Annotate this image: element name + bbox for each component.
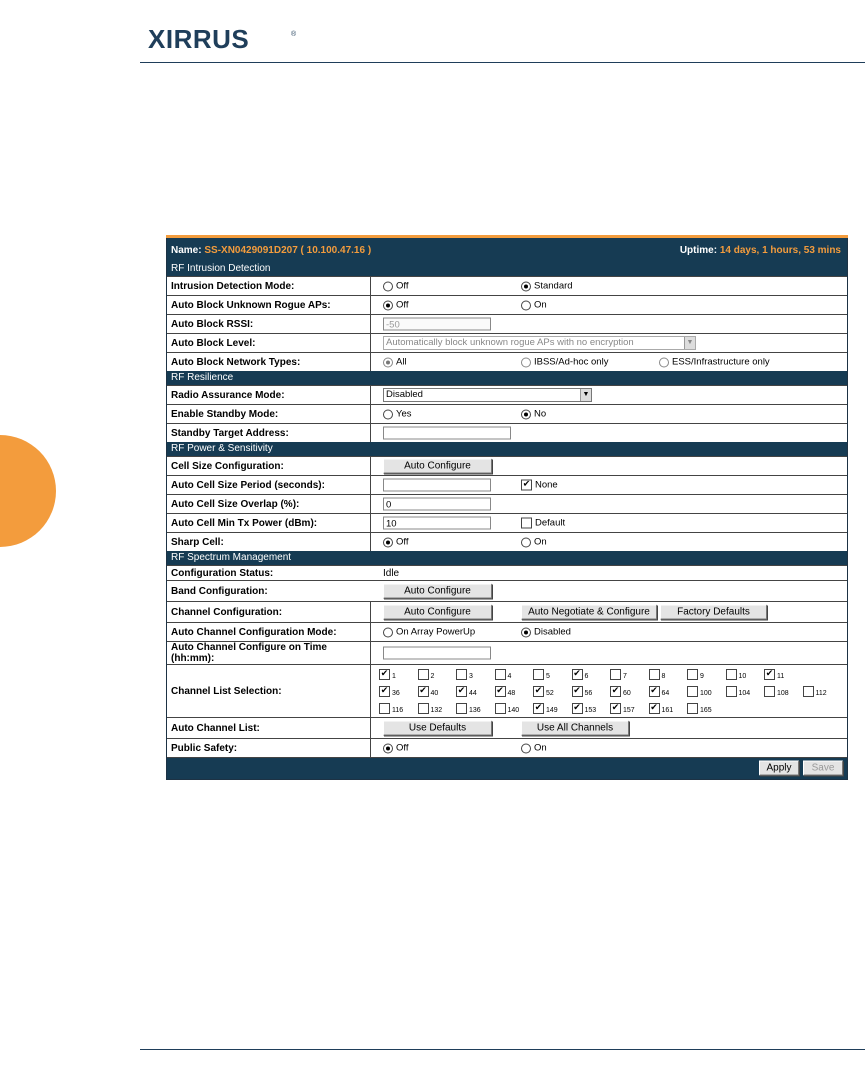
channel-116-checkbox[interactable] xyxy=(379,703,403,714)
channel-9-checkbox[interactable] xyxy=(687,669,704,680)
auto-block-level-label: Auto Block Level: xyxy=(167,334,371,352)
radio-assurance-select[interactable]: Disabled ▼ xyxy=(383,388,592,402)
row-sharp-cell xyxy=(167,532,847,551)
array-name-value: SS-XN0429091D207 xyxy=(204,244,298,256)
sharp-cell-label: Sharp Cell: xyxy=(167,533,371,551)
channel-number: 140 xyxy=(507,707,520,714)
channel-11-checkbox[interactable] xyxy=(764,669,784,680)
channel-number: 11 xyxy=(777,673,785,680)
intrusion-off-radio[interactable]: Off xyxy=(383,281,409,292)
checkbox-icon[interactable] xyxy=(495,686,506,697)
channel-6-checkbox[interactable] xyxy=(572,669,589,680)
row-auto-block xyxy=(167,295,847,314)
row-cell-size xyxy=(167,456,847,475)
checkbox-icon[interactable] xyxy=(572,703,583,714)
network-types-label: Auto Block Network Types: xyxy=(167,353,371,371)
footer-rule xyxy=(140,1049,865,1050)
apply-button[interactable]: Apply xyxy=(759,761,799,776)
row-band-config xyxy=(167,580,847,601)
row-cell-period xyxy=(167,475,847,494)
cell-period-input[interactable] xyxy=(383,479,491,492)
auto-channel-time-input[interactable] xyxy=(383,647,491,660)
channel-number: 4 xyxy=(507,673,512,680)
chevron-down-icon: ▼ xyxy=(580,389,591,401)
checkbox-icon[interactable] xyxy=(379,686,390,697)
min-tx-input[interactable]: 10 xyxy=(383,517,491,530)
channel-number: 36 xyxy=(392,690,400,697)
standby-no-radio[interactable]: No xyxy=(521,409,546,420)
logo-text: XIRRUS xyxy=(148,26,250,52)
channel-149-checkbox[interactable] xyxy=(533,703,558,714)
channel-number: 153 xyxy=(584,707,597,714)
standby-mode-label: Enable Standby Mode: xyxy=(167,405,371,423)
channel-number: 40 xyxy=(430,690,439,697)
accent-strip xyxy=(166,235,848,238)
checkbox-icon[interactable] xyxy=(726,669,737,680)
channel-number: 104 xyxy=(738,690,751,697)
public-safety-off-radio[interactable]: Off xyxy=(383,743,409,754)
row-network-types xyxy=(167,352,847,371)
channel-number: 48 xyxy=(507,690,516,697)
standby-target-label: Standby Target Address: xyxy=(167,424,371,442)
uptime: Uptime: 14 days, 1 hours, 53 mins xyxy=(679,244,841,256)
channel-3-checkbox[interactable] xyxy=(456,669,473,680)
channel-104-checkbox[interactable] xyxy=(726,686,751,697)
channel-60-checkbox[interactable] xyxy=(610,686,631,697)
checkbox-icon[interactable] xyxy=(379,703,390,714)
radio-icon[interactable] xyxy=(521,281,531,291)
channel-52-checkbox[interactable] xyxy=(533,686,554,697)
auto-block-off-radio[interactable]: Off xyxy=(383,300,409,311)
auto-negotiate-configure-button[interactable]: Auto Negotiate & Configure xyxy=(521,605,657,620)
section-power-sensitivity: RF Power & Sensitivity xyxy=(167,442,847,456)
cell-overlap-label: Auto Cell Size Overlap (%): xyxy=(167,495,371,513)
channel-44-checkbox[interactable] xyxy=(456,686,477,697)
channel-2-checkbox[interactable] xyxy=(418,669,435,680)
row-auto-block-rssi xyxy=(167,314,847,333)
checkbox-icon[interactable] xyxy=(456,686,467,697)
rf-settings-panel xyxy=(166,237,848,780)
config-status-label: Configuration Status: xyxy=(171,567,274,579)
channel-132-checkbox[interactable] xyxy=(418,703,443,714)
auto-channel-mode-label: Auto Channel Configuration Mode: xyxy=(167,623,371,641)
channel-56-checkbox[interactable] xyxy=(572,686,593,697)
network-ibss-radio[interactable]: IBSS/Ad-hoc only xyxy=(521,357,608,368)
channel-mode-powerup-radio[interactable]: On Array PowerUp xyxy=(383,627,475,638)
channel-config-label: Channel Configuration: xyxy=(167,602,371,622)
channel-5-checkbox[interactable] xyxy=(533,669,550,680)
channel-number: 60 xyxy=(623,690,631,697)
row-radio-assurance xyxy=(167,385,847,404)
public-safety-label: Public Safety: xyxy=(167,739,371,757)
channel-number: 6 xyxy=(584,673,589,680)
channel-number: 3 xyxy=(469,673,473,680)
checkbox-icon[interactable] xyxy=(456,703,467,714)
channel-157-checkbox[interactable] xyxy=(610,703,635,714)
channel-136-checkbox[interactable] xyxy=(456,703,481,714)
channel-number: 116 xyxy=(392,707,404,714)
checkbox-icon[interactable] xyxy=(649,669,660,680)
standby-target-input[interactable] xyxy=(383,427,511,440)
channel-number: 5 xyxy=(546,673,550,680)
cell-period-none-checkbox[interactable]: ✔ None xyxy=(521,480,558,491)
checkbox-icon[interactable] xyxy=(533,669,544,680)
auto-block-on-radio[interactable]: On xyxy=(521,300,547,311)
auto-channel-list-label: Auto Channel List: xyxy=(167,718,371,738)
checkbox-icon[interactable] xyxy=(726,686,737,697)
channel-number: 112 xyxy=(815,690,827,697)
channel-number: 161 xyxy=(661,707,674,714)
row-min-tx xyxy=(167,513,847,532)
uptime-value: 14 days, 1 hours, 53 mins xyxy=(719,244,841,256)
array-name: Name: SS-XN0429091D207 ( 10.100.47.16 ) xyxy=(171,244,372,256)
channel-48-checkbox[interactable] xyxy=(495,686,516,697)
row-public-safety xyxy=(167,738,847,757)
channel-number: 10 xyxy=(738,673,747,680)
checkbox-icon[interactable] xyxy=(418,669,429,680)
channel-checkbox-grid xyxy=(371,665,847,717)
channel-number: 165 xyxy=(700,707,712,714)
channel-auto-configure-button[interactable]: Auto Configure xyxy=(383,605,492,620)
channel-153-checkbox[interactable] xyxy=(572,703,597,714)
checkbox-icon[interactable] xyxy=(495,669,506,680)
channel-140-checkbox[interactable] xyxy=(495,703,520,714)
config-status-value: Idle xyxy=(383,567,400,579)
checkbox-icon[interactable] xyxy=(418,686,429,697)
checkbox-icon[interactable] xyxy=(456,669,467,680)
channel-1-checkbox[interactable] xyxy=(379,669,396,680)
channel-list-label: Channel List Selection: xyxy=(167,665,371,717)
channel-number: 8 xyxy=(661,673,666,680)
auto-block-rssi-label: Auto Block RSSI: xyxy=(167,315,371,333)
channel-number: 64 xyxy=(661,690,670,697)
channel-161-checkbox[interactable] xyxy=(649,703,674,714)
checkbox-icon[interactable] xyxy=(610,686,621,697)
channel-40-checkbox[interactable] xyxy=(418,686,439,697)
section-spectrum-management: RF Spectrum Management xyxy=(167,551,847,565)
channel-36-checkbox[interactable] xyxy=(379,686,400,697)
row-intrusion-mode xyxy=(167,276,847,295)
chapter-tab xyxy=(0,435,56,547)
row-standby-target xyxy=(167,423,847,442)
band-config-label: Band Configuration: xyxy=(171,585,268,597)
use-defaults-button[interactable]: Use Defaults xyxy=(383,721,492,736)
chevron-down-icon: ▼ xyxy=(684,337,695,349)
channel-number: 132 xyxy=(430,707,443,714)
channel-number: 136 xyxy=(469,707,481,714)
channel-number: 52 xyxy=(546,690,554,697)
channel-108-checkbox[interactable] xyxy=(764,686,789,697)
panel-footer xyxy=(167,757,847,779)
auto-block-label: Auto Block Unknown Rogue APs: xyxy=(167,296,371,314)
channel-number: 100 xyxy=(700,690,712,697)
channel-8-checkbox[interactable] xyxy=(649,669,666,680)
checkbox-icon[interactable] xyxy=(533,686,544,697)
network-ess-radio[interactable]: ESS/Infrastructure only xyxy=(659,357,770,368)
row-channel-list xyxy=(167,664,847,717)
channel-165-checkbox[interactable] xyxy=(687,703,712,714)
checkbox-icon[interactable] xyxy=(649,703,660,714)
radio-icon[interactable] xyxy=(383,281,393,291)
channel-number: 44 xyxy=(469,690,477,697)
section-intrusion-detection: RF Intrusion Detection xyxy=(167,262,847,276)
channel-number: 149 xyxy=(546,707,558,714)
xirrus-logo xyxy=(148,26,298,52)
row-standby-mode xyxy=(167,404,847,423)
checkbox-icon[interactable] xyxy=(572,669,583,680)
network-all-radio[interactable]: All xyxy=(383,357,407,368)
checkbox-icon[interactable] xyxy=(533,703,544,714)
channel-112-checkbox[interactable] xyxy=(803,686,827,697)
save-button[interactable]: Save xyxy=(803,761,843,776)
row-channel-config xyxy=(167,601,847,622)
row-config-status xyxy=(167,565,847,580)
channel-number: 108 xyxy=(777,690,789,697)
row-auto-channel-list xyxy=(167,717,847,738)
min-tx-label: Auto Cell Min Tx Power (dBm): xyxy=(167,514,371,532)
min-tx-default-checkbox[interactable]: Default xyxy=(521,518,565,529)
sharp-cell-on-radio[interactable]: On xyxy=(521,537,547,548)
channel-number: 7 xyxy=(623,673,627,680)
public-safety-on-radio[interactable]: On xyxy=(521,743,547,754)
auto-block-rssi-input[interactable]: -50 xyxy=(383,318,491,331)
channel-number: 1 xyxy=(392,673,396,680)
channel-64-checkbox[interactable] xyxy=(649,686,670,697)
channel-number: 2 xyxy=(430,673,435,680)
array-ip: ( 10.100.47.16 ) xyxy=(300,244,372,256)
cell-period-label: Auto Cell Size Period (seconds): xyxy=(167,476,371,494)
checkbox-icon[interactable] xyxy=(687,686,698,697)
checkbox-icon[interactable] xyxy=(610,669,621,680)
intrusion-mode-label: Intrusion Detection Mode: xyxy=(167,277,371,295)
checkbox-icon[interactable] xyxy=(572,686,583,697)
checkbox-icon[interactable] xyxy=(687,703,698,714)
band-auto-configure-button[interactable]: Auto Configure xyxy=(383,584,492,599)
cell-overlap-input[interactable]: 0 xyxy=(383,498,491,511)
checkbox-icon[interactable] xyxy=(610,703,621,714)
radio-assurance-label: Radio Assurance Mode: xyxy=(167,386,371,404)
checkbox-icon[interactable] xyxy=(418,703,429,714)
standby-yes-radio[interactable]: Yes xyxy=(383,409,412,420)
checkbox-icon[interactable] xyxy=(687,669,698,680)
cell-size-auto-configure-button[interactable]: Auto Configure xyxy=(383,459,492,474)
row-auto-channel-time xyxy=(167,641,847,664)
channel-mode-disabled-radio[interactable]: Disabled xyxy=(521,627,571,638)
channel-number: 9 xyxy=(700,673,704,680)
cell-size-label: Cell Size Configuration: xyxy=(167,457,371,475)
row-auto-block-level xyxy=(167,333,847,352)
intrusion-standard-radio[interactable]: Standard xyxy=(521,281,573,292)
channel-100-checkbox[interactable] xyxy=(687,686,712,697)
sharp-cell-off-radio[interactable]: Off xyxy=(383,537,409,548)
auto-channel-time-label: Auto Channel Configure on Time (hh:mm): xyxy=(167,642,371,664)
row-auto-channel-mode xyxy=(167,622,847,641)
channel-number: 56 xyxy=(584,690,593,697)
section-resilience: RF Resilience xyxy=(167,371,847,385)
channel-number: 157 xyxy=(623,707,635,714)
array-title-bar xyxy=(167,238,847,262)
checkbox-icon[interactable] xyxy=(649,686,660,697)
checkbox-icon[interactable] xyxy=(764,669,775,680)
checkbox-icon[interactable] xyxy=(495,703,506,714)
checkbox-icon[interactable] xyxy=(379,669,390,680)
row-cell-overlap xyxy=(167,494,847,513)
channel-4-checkbox[interactable] xyxy=(495,669,512,680)
checkbox-icon[interactable] xyxy=(803,686,814,697)
checkbox-icon[interactable] xyxy=(764,686,775,697)
logo-trademark: ® xyxy=(291,31,297,38)
factory-defaults-button[interactable]: Factory Defaults xyxy=(660,605,767,620)
auto-block-level-select[interactable]: Automatically block unknown rogue APs with no encryption ▼ xyxy=(383,336,696,350)
channel-7-checkbox[interactable] xyxy=(610,669,627,680)
channel-10-checkbox[interactable] xyxy=(726,669,747,680)
header-rule xyxy=(140,62,865,63)
use-all-channels-button[interactable]: Use All Channels xyxy=(521,721,629,736)
